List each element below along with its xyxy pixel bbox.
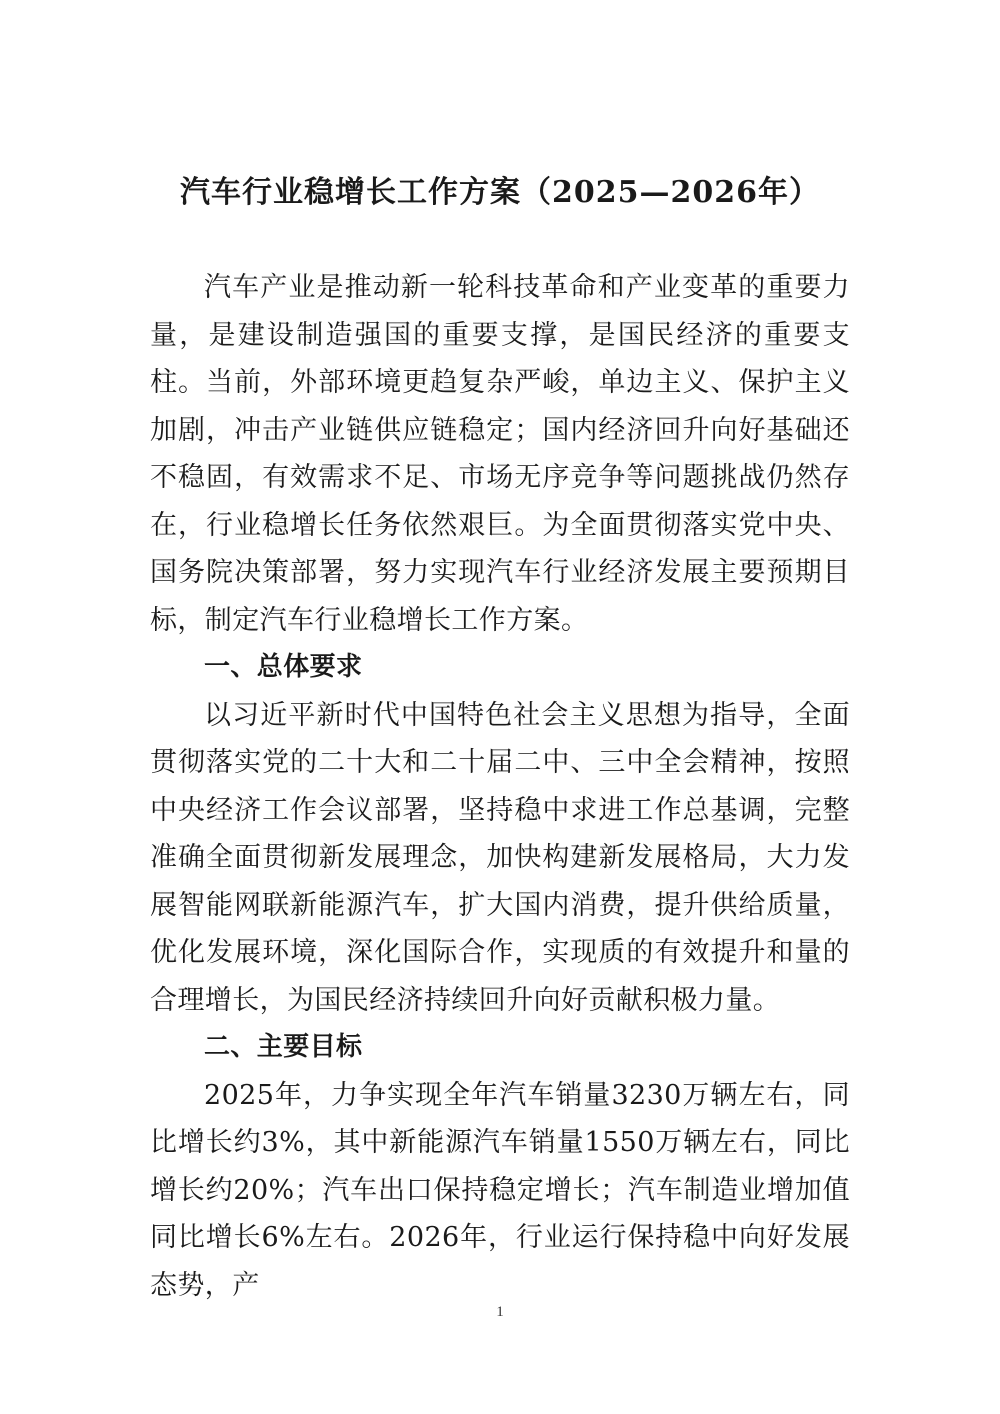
- main-targets-paragraph: 2025年，力争实现全年汽车销量3230万辆左右，同比增长约3%，其中新能源汽车销量1550万辆左右，同比增长约20%；汽车出口保持稳定增长；汽车制造业增加值同比增长6%左右。2026年，行业运行保持稳中向好发展态势，产: [150, 1079, 850, 1301]
- section-heading-main-targets: 二、主要目标: [204, 1032, 363, 1062]
- document-title: 汽车行业稳增长工作方案（2025—2026年）: [180, 175, 820, 210]
- intro-paragraph: 汽车产业是推动新一轮科技革命和产业变革的重要力量，是建设制造强国的重要支撑，是国民经济的重要支柱。当前，外部环境更趋复杂严峻，单边主义、保护主义加剧，冲击产业链供应链稳定；国内经济回升向好基础还不稳固，有效需求不足、市场无序竞争等问题挑战仍然存在，行业稳增长任务依然艰巨。为全面贯彻落实党中央、国务院决策部署，努力实现汽车行业经济发展主要预期目标，制定汽车行业稳增长工作方案。: [150, 272, 850, 636]
- section-heading-general-requirements: 一、总体要求: [204, 652, 363, 682]
- general-requirements-paragraph: 以习近平新时代中国特色社会主义思想为指导，全面贯彻落实党的二十大和二十届二中、三中全会精神，按照中央经济工作会议部署，坚持稳中求进工作总基调，完整准确全面贯彻新发展理念，加快构建新发展格局，大力发展智能网联新能源汽车，扩大国内消费，提升供给质量，优化发展环境，深化国际合作，实现质的有效提升和量的合理增长，为国民经济持续回升向好贡献积极力量。: [150, 699, 850, 1016]
- page-number: 1: [496, 1304, 504, 1320]
- document-body: [150, 264, 850, 1309]
